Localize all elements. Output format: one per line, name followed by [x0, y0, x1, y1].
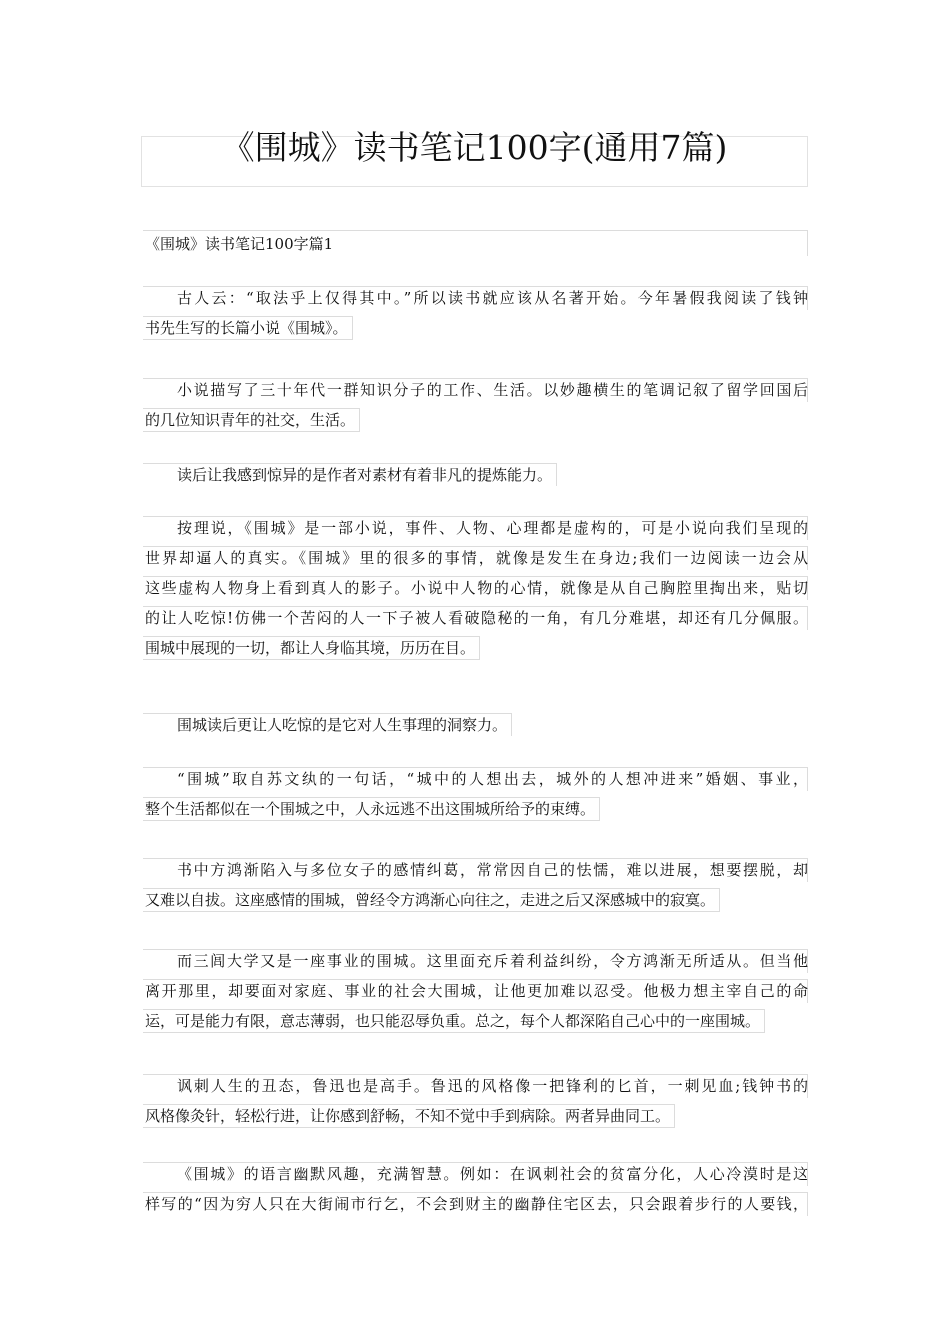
line-text: 按理说，《围城》是一部小说，事件、人物、心理都是虚构的，可是小说向我们呈现的	[177, 519, 808, 537]
line-text: 古人云：“取法乎上仅得其中。”所以读书就应该从名著开始。今年暑假我阅读了钱钟	[177, 289, 808, 307]
text-line	[143, 764, 808, 794]
text-line	[143, 1189, 808, 1219]
text-line	[143, 460, 808, 490]
line-text: 样写的“因为穷人只在大街闹市行乞，不会到财主的幽静住宅区去，只会跟着步行的人要钱，	[145, 1195, 808, 1213]
text-line	[143, 633, 808, 663]
text-line	[143, 1159, 808, 1189]
line-text: 《围城》的语言幽默风趣，充满智慧。例如：在讽刺社会的贫富分化，人心冷漠时是这	[177, 1165, 808, 1183]
line-text: 风格像灸针，轻松行进，让你感到舒畅，不知不觉中手到病除。两者异曲同工。	[143, 1104, 675, 1128]
text-line	[143, 405, 808, 435]
text-line	[143, 946, 808, 976]
text-line	[143, 1101, 808, 1131]
paragraph	[143, 375, 808, 435]
line-text: 书中方鸿渐陷入与多位女子的感情纠葛，常常因自己的怯懦，难以进展，想要摆脱，却	[177, 861, 808, 879]
text-line	[143, 885, 808, 915]
line-text: 运，可是能力有限，意志薄弱，也只能忍辱负重。总之，每个人都深陷自己心中的一座围城。	[143, 1009, 765, 1033]
line-text: 小说描写了三十年代一群知识分子的工作、生活。以妙趣横生的笔调记叙了留学回国后	[177, 381, 808, 399]
text-line	[143, 375, 808, 405]
line-text: 世界却逼人的真实。《围城》里的很多的事情，就像是发生在身边;我们一边阅读一边会从	[145, 549, 808, 567]
paragraph	[143, 855, 808, 915]
line-text: 整个生活都似在一个围城之中，人永远逃不出这围城所给予的束缚。	[143, 797, 600, 821]
section-heading: 《围城》读书笔记100字篇1	[143, 230, 808, 256]
line-text: 的几位知识青年的社交，生活。	[143, 408, 360, 432]
text-line	[143, 976, 808, 1006]
text-line	[143, 283, 808, 313]
text-line	[143, 794, 808, 824]
paragraph	[143, 710, 808, 740]
line-text: 的让人吃惊!仿佛一个苦闷的人一下子被人看破隐秘的一角，有几分难堪，却还有几分佩服。	[145, 609, 808, 627]
text-line	[143, 573, 808, 603]
paragraph	[143, 460, 808, 490]
text-line	[143, 855, 808, 885]
line-text: 而三闾大学又是一座事业的围城。这里面充斥着利益纠纷，令方鸿渐无所适从。但当他	[177, 952, 808, 970]
line-text: 围城读后更让人吃惊的是它对人生事理的洞察力。	[143, 713, 512, 736]
text-line	[143, 603, 808, 633]
text-line	[143, 1071, 808, 1101]
paragraph	[143, 283, 808, 343]
text-line	[143, 710, 808, 740]
text-line	[143, 1006, 808, 1036]
paragraph	[143, 513, 808, 663]
paragraph	[143, 946, 808, 1036]
line-text: 讽刺人生的丑态，鲁迅也是高手。鲁迅的风格像一把锋利的匕首，一刺见血;钱钟书的	[177, 1077, 808, 1095]
line-text: 读后让我感到惊异的是作者对素材有着非凡的提炼能力。	[143, 463, 557, 486]
page-title: 《围城》读书笔记100字(通用7篇)	[221, 128, 728, 167]
text-line	[143, 313, 808, 343]
paragraph	[143, 1159, 808, 1219]
line-text: 围城中展现的一切，都让人身临其境，历历在目。	[143, 636, 480, 660]
text-line	[143, 513, 808, 543]
text-line	[143, 543, 808, 573]
paragraph	[143, 1071, 808, 1131]
paragraph	[143, 764, 808, 824]
line-text: 书先生写的长篇小说《围城》。	[143, 316, 353, 340]
line-text: 又难以自拔。这座感情的围城，曾经令方鸿渐心向往之，走进之后又深感城中的寂寞。	[143, 888, 720, 912]
line-text: “围城”取自苏文纨的一句话，“城中的人想出去，城外的人想冲进来”婚姻、事业，	[177, 770, 808, 788]
line-text: 离开那里，却要面对家庭、事业的社会大围城，让他更加难以忍受。他极力想主宰自己的命	[145, 982, 808, 1000]
line-text: 这些虚构人物身上看到真人的影子。小说中人物的心情，就像是从自己胸腔里掏出来，贴切	[145, 579, 808, 597]
